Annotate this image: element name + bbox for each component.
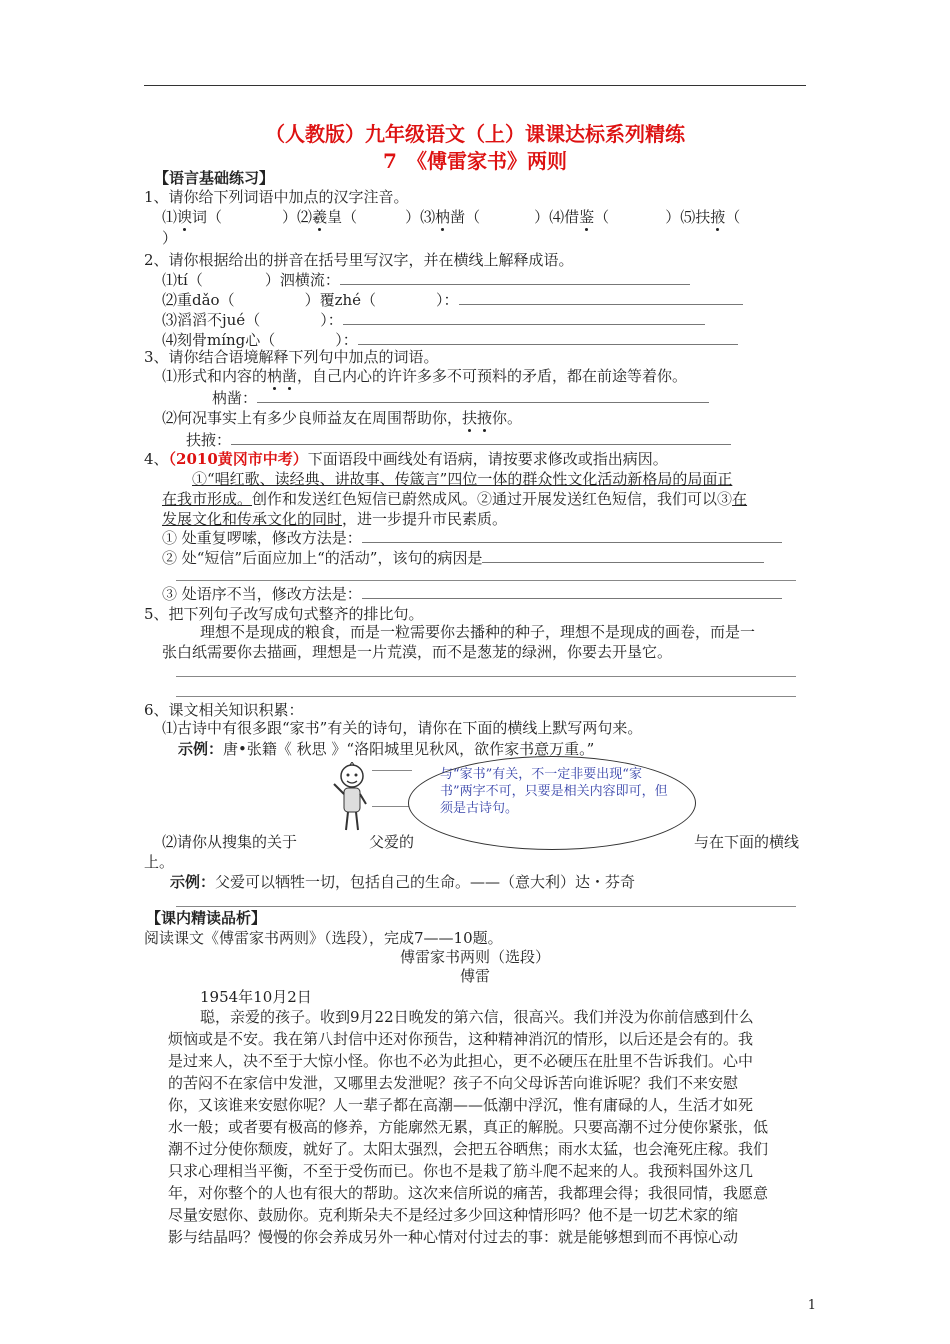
passage-author: 傅雷 [459, 967, 490, 985]
answer-blank[interactable] [482, 548, 764, 563]
answer-line[interactable] [176, 580, 796, 581]
question-2-item-4: ⑷刻骨míng心（ ）： [162, 330, 738, 350]
question-4-paragraph-1: ①“唱红歌、读经典、讲故事、传箴言”四位一体的群众性文化活动新格局的局面正 [192, 470, 733, 488]
question-3-sentence-2: ⑵何况事实上有多少良师益友在周围帮助你，扶掖你。 [162, 409, 523, 427]
question-1-items: ⑴谀词（ ）⑵羲皇（ ）⑶枘凿（ ）⑷借鉴（ ）⑸扶掖（ [162, 208, 741, 226]
page-title: （人教版）九年级语文（上）课课达标系列精练 [265, 122, 685, 146]
answer-blank[interactable] [231, 430, 731, 445]
passage-line: 烦恼或是不安。我在第八封信中还对你预告，这种精神消沉的情形，以后还是会有的。我 [168, 1030, 754, 1048]
question-4: 4、（2010黄冈市中考）下面语段中画线处有语病，请按要求修改或指出病因。 [144, 450, 668, 468]
question-5-text-1: 理想不是现成的粮食，而是一粒需要你去播种的种子，理想不是现成的画卷，而是一 [200, 623, 756, 641]
question-4-answer-3: ③ 处语序不当，修改方法是： [162, 584, 782, 604]
lesson-title: 7 《傅雷家书》两则 [383, 149, 567, 173]
section-heading-reading: 【课内精读品析】 [146, 909, 267, 927]
question-2-item-1: ⑴tí（ ）泗横流： [162, 270, 690, 290]
answer-blank[interactable] [340, 270, 690, 285]
question-6-part-2-end: 上。 [144, 853, 175, 871]
question-6-part-2-tail: 与在下面的横线 [694, 833, 800, 851]
question-4-paragraph-2: 在我市形成。创作和发送红色短信已蔚然成风。②通过开展发送红色短信，我们可以③在 [162, 490, 748, 508]
answer-blank[interactable] [257, 388, 709, 403]
answer-line[interactable] [176, 676, 796, 677]
reading-intro: 阅读课文《傅雷家书两则》（选段），完成7——10题。 [144, 929, 503, 947]
question-6-part-1: ⑴古诗中有很多跟“家书”有关的诗句，请你在下面的横线上默写两句来。 [162, 719, 643, 737]
question-6: 6、课文相关知识积累： [144, 701, 304, 719]
passage-line: 是过来人，决不至于大惊小怪。你也不必为此担心，更不必硬压在肚里不告诉我们。心中 [168, 1052, 754, 1070]
answer-blank[interactable] [362, 528, 782, 543]
question-5: 5、把下列句子改写成句式整齐的排比句。 [144, 605, 424, 623]
answer-blank[interactable] [459, 290, 743, 305]
passage-date: 1954年10月2日 [200, 988, 312, 1006]
question-2-item-2: ⑵重dǎo（ ）覆zhé（ ）： [162, 290, 743, 310]
header-rule [144, 85, 806, 86]
question-5-text-2: 张白纸需要你去描画，理想是一片荒漠，而不是葱茏的绿洲，你要去开垦它。 [162, 643, 673, 661]
section-heading-basics: 【语言基础练习】 [154, 169, 275, 187]
question-2: 2、请你根据给出的拼音在括号里写汉字，并在横线上解释成语。 [144, 251, 574, 269]
question-1-tail: ） [162, 229, 178, 247]
passage-line: 水一般；或者要有极高的修养，方能廓然无累，真正的解脱。只要高潮不过分使你紧张，低 [168, 1118, 769, 1136]
passage-line: 你，又该谁来安慰你呢？人一辈子都在高潮——低潮中浮沉，惟有庸碌的人，生活才如死 [168, 1096, 754, 1114]
passage-line: 尽量安慰你、鼓励你。克利斯朵夫不是经过多少回这种情形吗？他不是一切艺术家的缩 [168, 1206, 739, 1224]
question-1: 1、请你给下列词语中加点的汉字注音。 [144, 188, 409, 206]
answer-line[interactable] [372, 770, 412, 771]
passage-line: 的苦闷不在家信中发泄，又哪里去发泄呢？孩子不向父母诉苦向谁诉呢？我们不来安慰 [168, 1074, 739, 1092]
question-2-item-3: ⑶滔滔不jué（ ）： [162, 310, 705, 330]
passage-line: 影与结晶吗？慢慢的你会养成另外一种心情对付过去的事：就是能够想到而不再惊心动 [168, 1228, 739, 1246]
passage-title: 傅雷家书两则（选段） [399, 948, 550, 966]
answer-blank[interactable] [343, 310, 705, 325]
answer-blank[interactable] [362, 584, 782, 599]
answer-line[interactable] [176, 696, 796, 697]
question-4-answer-1: ① 处重复啰嗦，修改方法是： [162, 528, 782, 548]
answer-line[interactable] [176, 906, 796, 907]
question-6-part-2-example: 示例：父爱可以牺牲一切，包括自己的生命。——（意大利）达・芬奇 [170, 873, 636, 891]
question-4-answer-2: ② 处“短信”后面应加上“的活动”，该句的病因是 [162, 548, 764, 568]
question-3: 3、请你结合语境解释下列句中加点的词语。 [144, 348, 439, 366]
question-6-example: 示例：唐•张籍《 秋思 》“洛阳城里见秋风，欲作家书意万重。” [178, 740, 595, 758]
page-number: 1 [807, 1298, 816, 1313]
answer-line[interactable] [372, 806, 412, 807]
question-3-answer-1: 枘凿： [212, 388, 709, 408]
passage-line: 只求心理相当平衡，不至于受伤而已。你也不是栽了筋斗爬不起来的人。我预料国外这几 [168, 1162, 754, 1180]
cartoon-figure-icon [330, 762, 370, 834]
passage-line: 潮不过分使你颓废，就好了。太阳太强烈，会把五谷晒焦；雨水太猛，也会淹死庄稼。我们 [168, 1140, 769, 1158]
question-3-sentence-1: ⑴形式和内容的枘凿，自己内心的许许多多不可预料的矛盾，都在前途等着你。 [162, 367, 688, 385]
question-4-paragraph-3: 发展文化和传承文化的同时，进一步提升市民素质。 [162, 510, 508, 528]
passage-line: 聪，亲爱的孩子。收到9月22日晚发的第六信，很高兴。我们并没为你前信感到什么 [200, 1008, 754, 1026]
passage-line: 年，对你整个的人也有很大的帮助。这次来信所说的痛苦，我都理会得；我很同情，我愿意 [168, 1184, 769, 1202]
question-3-answer-2: 扶掖： [186, 430, 731, 450]
question-6-part-2: ⑵请你从搜集的关于 父爱的 [162, 833, 415, 851]
hint-callout-text: 与“家书”有关，不一定非要出现“家书”两字不可，只要是相关内容即可，但须是古诗句。 [440, 767, 668, 816]
answer-blank[interactable] [358, 330, 738, 345]
